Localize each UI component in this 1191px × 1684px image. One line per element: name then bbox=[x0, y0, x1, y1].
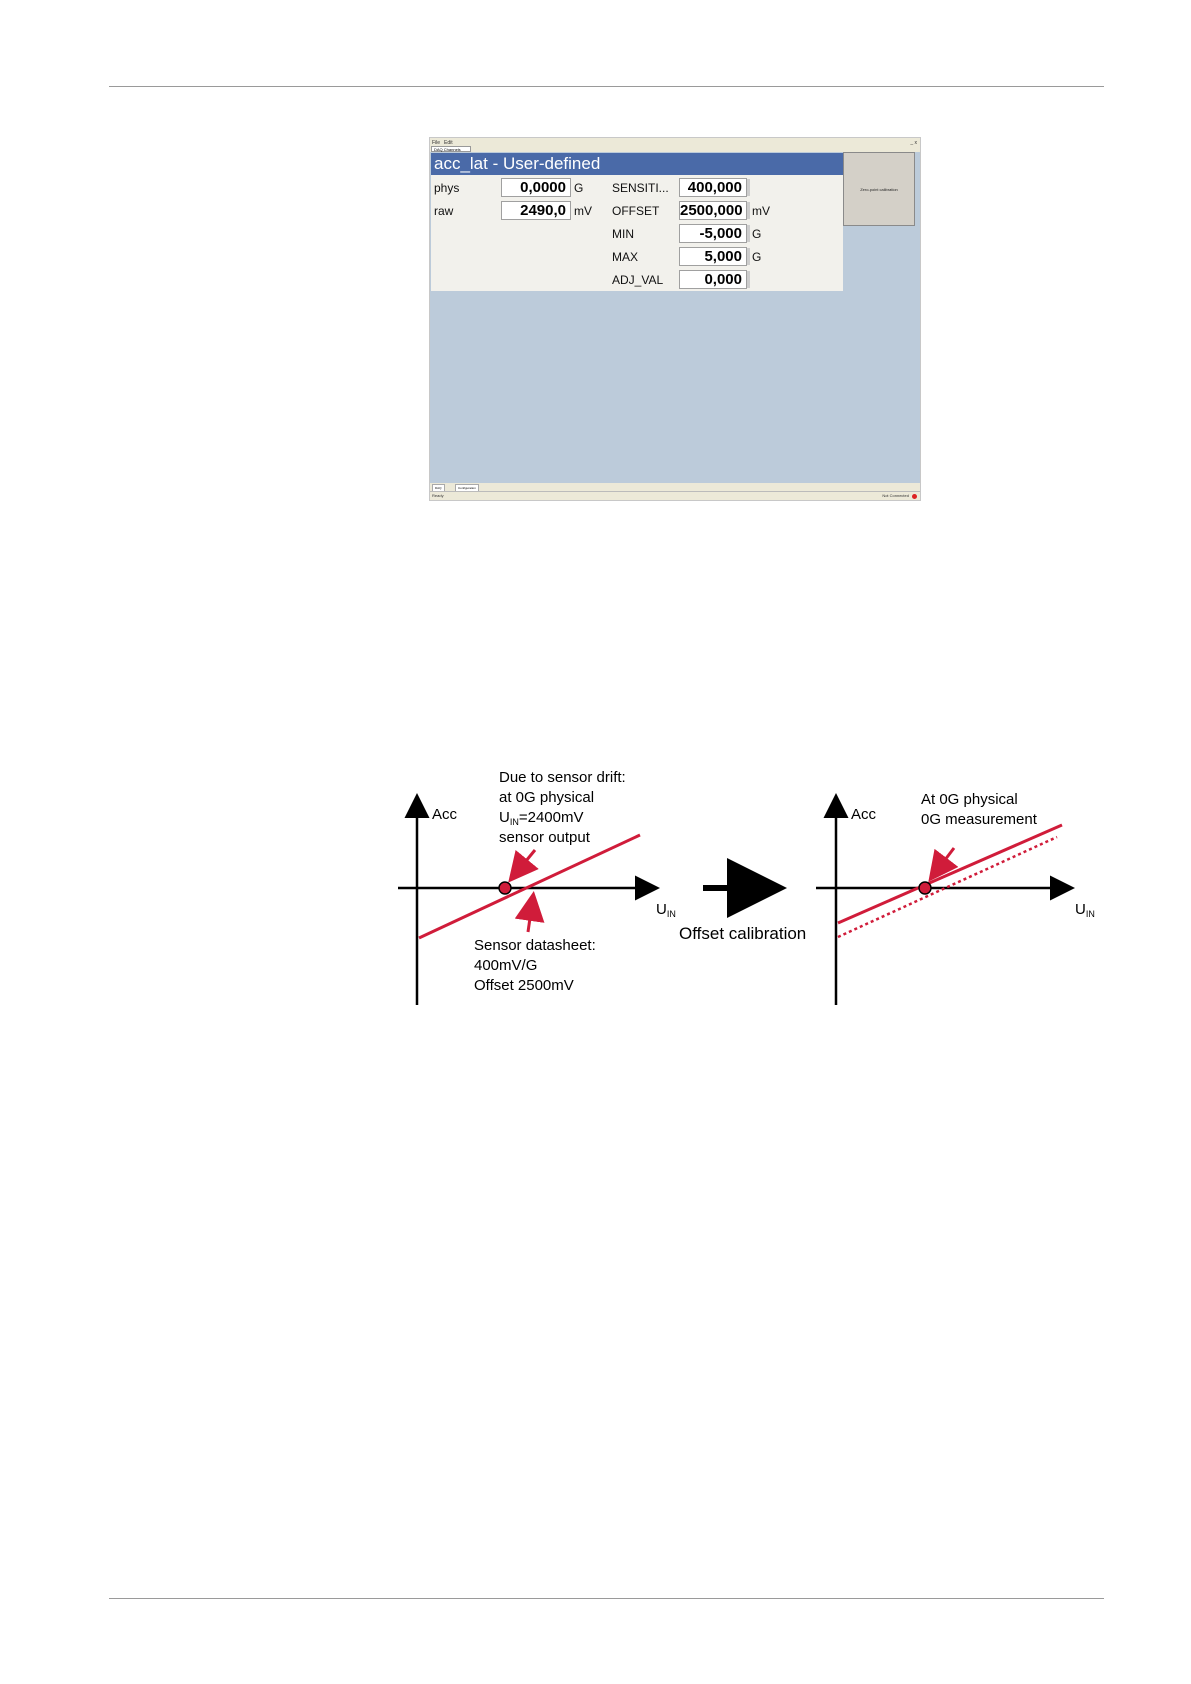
menu-edit[interactable]: Edit bbox=[444, 140, 453, 146]
min-spinner[interactable] bbox=[747, 225, 750, 242]
right-axis-x-label bbox=[1075, 900, 1095, 924]
status-connection: Not Connected bbox=[882, 493, 909, 498]
adj-val-label: ADJ_VAL bbox=[612, 273, 664, 287]
menu-bar bbox=[430, 138, 920, 152]
left-axis-y-label: Acc bbox=[432, 806, 458, 823]
channel-panel bbox=[431, 153, 843, 291]
raw-value: 2490,0 bbox=[501, 201, 571, 220]
right-uin-sub: IN bbox=[1085, 909, 1095, 919]
taskbar-item-configuration[interactable]: Configuration bbox=[455, 484, 479, 492]
footer-rule bbox=[109, 1598, 1104, 1599]
taskbar bbox=[430, 483, 920, 491]
right-axis-y-label: Acc bbox=[851, 806, 877, 823]
right-uin-u: U bbox=[1075, 901, 1086, 918]
raw-unit: mV bbox=[574, 204, 592, 218]
connection-led-icon bbox=[912, 494, 917, 499]
min-input[interactable]: -5,000 bbox=[679, 224, 747, 243]
left-uin-u: U bbox=[656, 901, 667, 918]
left-datasheet-line-3: Offset 2500mV bbox=[474, 977, 574, 994]
header-rule bbox=[109, 86, 1104, 87]
max-spinner[interactable] bbox=[747, 248, 750, 265]
left-datasheet-line-2: 400mV/G bbox=[474, 957, 538, 974]
software-screenshot bbox=[429, 137, 921, 501]
sensitivity-label: SENSITI... bbox=[612, 181, 669, 195]
max-label: MAX bbox=[612, 250, 639, 264]
uin-sub: IN bbox=[509, 817, 519, 827]
status-bar bbox=[430, 491, 920, 501]
min-label: MIN bbox=[612, 227, 634, 241]
max-input[interactable]: 5,000 bbox=[679, 247, 747, 266]
offset-unit: mV bbox=[752, 204, 770, 218]
left-datasheet-arrow bbox=[528, 897, 533, 932]
phys-value: 0,0000 bbox=[501, 178, 571, 197]
sensitivity-input[interactable]: 400,000 bbox=[679, 178, 747, 197]
adj-val-spinner[interactable] bbox=[747, 271, 750, 288]
uin-u: U bbox=[499, 809, 510, 826]
offset-label: OFFSET bbox=[612, 204, 660, 218]
phys-label: phys bbox=[434, 181, 460, 195]
left-uin-sub: IN bbox=[666, 909, 676, 919]
right-zero-point-marker bbox=[919, 882, 931, 894]
window-controls[interactable]: _ x bbox=[910, 140, 917, 146]
left-zero-point-marker bbox=[499, 882, 511, 894]
offset-input[interactable]: 2500,000 bbox=[679, 201, 747, 220]
panel-title: acc_lat - User-defined bbox=[431, 153, 843, 175]
left-drift-line-4: sensor output bbox=[499, 829, 590, 846]
right-annotation-line-2: 0G measurement bbox=[921, 811, 1037, 828]
right-annotation-line-1: At 0G physical bbox=[921, 791, 1018, 808]
taskbar-item-daq[interactable]: DAQ bbox=[432, 484, 445, 492]
offset-calibration-label: Offset calibration bbox=[679, 924, 807, 943]
status-ready: Ready bbox=[432, 493, 444, 498]
left-drift-line-1: Due to sensor drift: bbox=[499, 769, 626, 786]
left-drift-line-2: at 0G physical bbox=[499, 789, 595, 806]
phys-unit: G bbox=[574, 181, 584, 195]
adj-val-input[interactable]: 0,000 bbox=[679, 270, 747, 289]
max-unit: G bbox=[752, 250, 762, 264]
offset-calibration-diagram bbox=[390, 760, 1110, 1010]
left-drift-arrow bbox=[512, 850, 535, 878]
right-calibrated-line bbox=[838, 825, 1062, 923]
uin-rest: =2400mV bbox=[518, 809, 584, 826]
zero-point-calibration-button[interactable]: Zero-point calibration bbox=[843, 152, 915, 226]
daq-channels-tab[interactable]: DAQ Channels bbox=[431, 146, 471, 152]
left-datasheet-line-1: Sensor datasheet: bbox=[474, 937, 596, 954]
offset-spinner[interactable] bbox=[747, 202, 750, 219]
raw-label: raw bbox=[434, 204, 454, 218]
min-unit: G bbox=[752, 227, 762, 241]
left-axis-x-label bbox=[656, 900, 676, 924]
menu-file[interactable]: File bbox=[432, 140, 441, 146]
sensitivity-spinner[interactable] bbox=[747, 179, 750, 196]
